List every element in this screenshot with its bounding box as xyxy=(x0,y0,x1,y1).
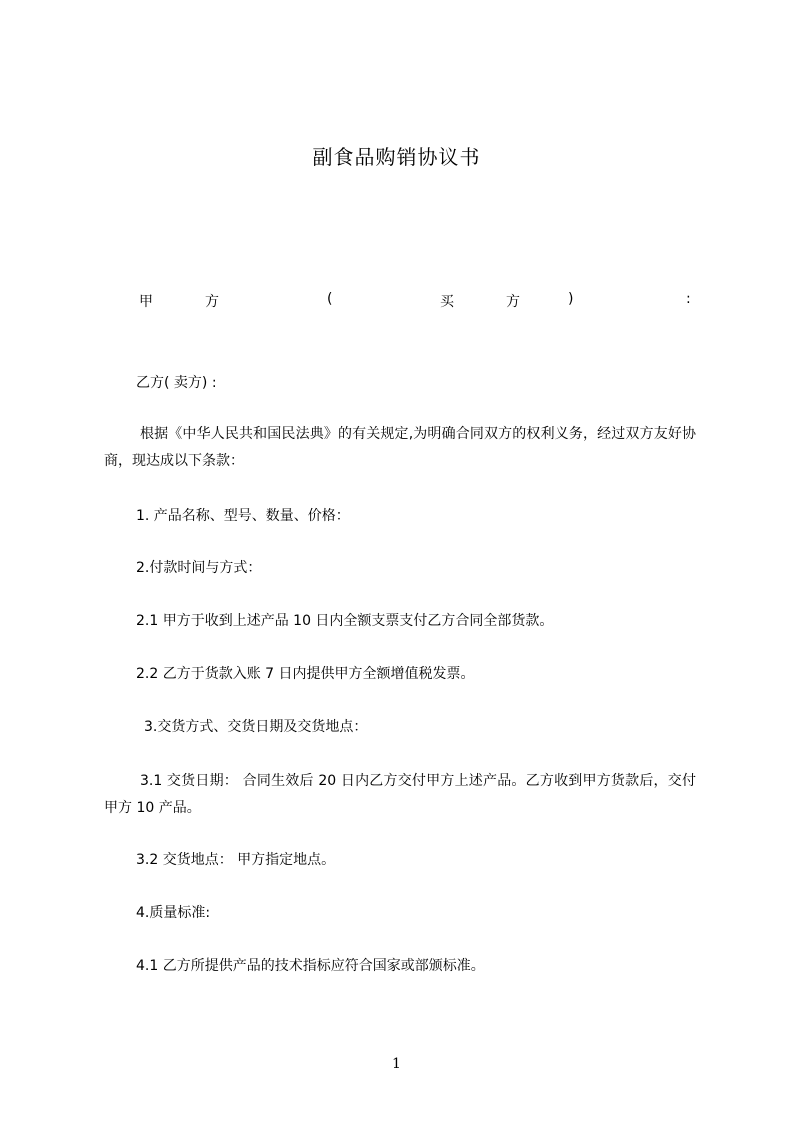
clause-2-1: 2.1 甲方于收到上述产品 10 日内全额支票支付乙方合同全部货款。 xyxy=(136,613,554,629)
party-a-char-2: 方 xyxy=(205,294,219,310)
clause-2: 2.付款时间与方式： xyxy=(136,560,262,576)
clause-3: 3.交货方式、交货日期及交货地点： xyxy=(144,719,368,735)
clause-3-2: 3.2 交货地点： 甲方指定地点。 xyxy=(136,852,336,868)
party-a-char-1: 甲 xyxy=(139,294,153,310)
preamble-paragraph: 根据《中华人民共和国民法典》的有关规定,为明确合同双方的权利义务，经过双方友好协商，现达成以下条款： xyxy=(104,426,696,469)
party-a-paren-open: ( xyxy=(327,291,333,307)
clause-4-1: 4.1 乙方所提供产品的技术指标应符合国家或部颁标准。 xyxy=(136,958,485,974)
clause-1: 1. 产品名称、型号、数量、价格： xyxy=(136,508,350,524)
document-title: 副食品购销协议书 xyxy=(312,145,481,169)
party-a-colon: : xyxy=(686,291,691,307)
party-a-role-2: 方 xyxy=(506,294,520,310)
clause-4: 4.质量标准: xyxy=(136,905,211,921)
party-b-line: 乙方( 卖方) : xyxy=(136,375,217,391)
party-a-line xyxy=(0,291,793,313)
clause-2-2: 2.2 乙方于货款入账 7 日内提供甲方全额增值税发票。 xyxy=(136,666,475,682)
party-a-role-1: 买 xyxy=(440,294,454,310)
party-a-paren-close: ) xyxy=(568,291,574,307)
page-number: 1 xyxy=(392,1056,401,1072)
clause-3-1: 3.1 交货日期： 合同生效后 20 日内乙方交付甲方上述产品。乙方收到甲方货款后，交付甲方 10 产品。 xyxy=(104,773,696,816)
